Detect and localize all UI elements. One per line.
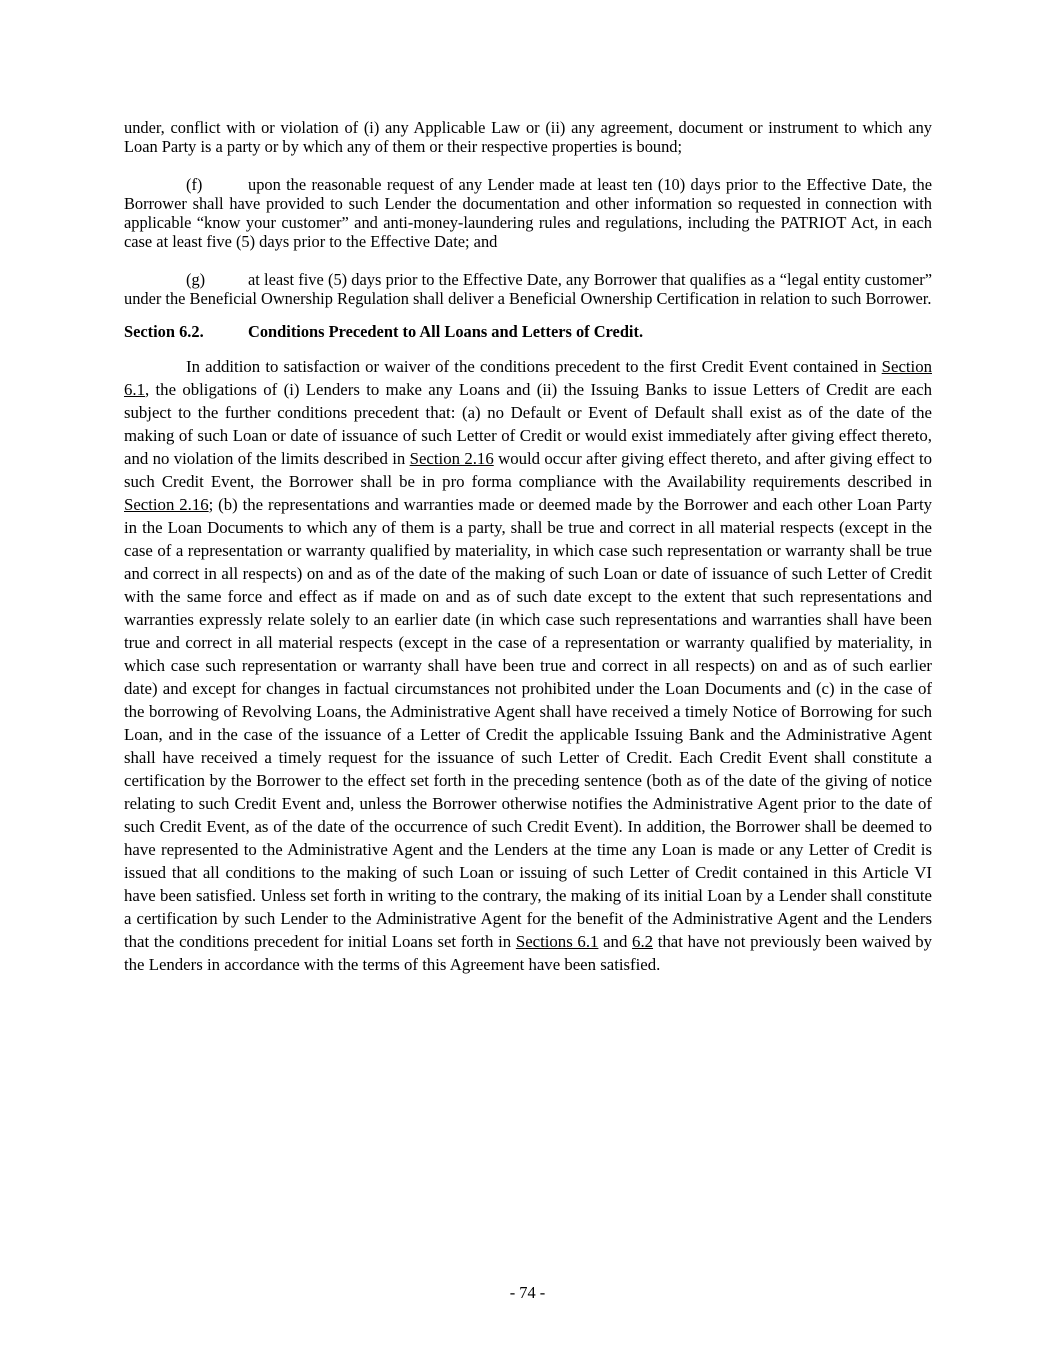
section-reference: Section 2.16 [409, 449, 494, 468]
document-page [124, 118, 932, 976]
paragraph-clause-f [124, 175, 932, 251]
clause-g-text: at least five (5) days prior to the Effective Date, any Borrower that qualifies as a “legal entity customer” under the Beneficial Ownership Regulation shall deliver a Beneficial Ownership Certification in relation to such Borrower. [124, 270, 932, 308]
clause-g-label: (g) [186, 270, 206, 289]
section-number: Section 6.2. [124, 322, 204, 341]
paragraph-clause-g [124, 270, 932, 308]
section-reference: 6.2 [632, 932, 654, 951]
section-title: Conditions Precedent to All Loans and Letters of Credit. [248, 322, 644, 341]
page-number: - 74 - [509, 1283, 546, 1302]
clause-f-label: (f) [186, 175, 203, 194]
paragraph-continuation: under, conflict with or violation of (i) any Applicable Law or (ii) any agreement, document or instrument to which any Loan Party is a party or by which any of them or their respective properties is bound; [124, 118, 932, 156]
body-text: that have not previously been waived by the Lenders in accordance with the terms of this Agreement have been satisfied. [124, 932, 932, 974]
section-reference: Sections 6.1 [515, 932, 599, 951]
section-heading [124, 322, 932, 342]
section-reference: Section 2.16 [124, 495, 209, 514]
body-text: and [598, 932, 633, 951]
body-text: would occur after giving effect thereto, and after giving effect to such Credit Event, the Borrower shall be in pro forma compliance with the Availability requirements described in [124, 449, 932, 491]
clause-f-text: upon the reasonable request of any Lender made at least ten (10) days prior to the Effective Date, the Borrower shall have provided to such Lender the documentation and other information so requested in connection with applicable “know your customer” and anti-money-laundering rules and regulations, including the PATRIOT Act, in each case at least five (5) days prior to the Effective Date; and [124, 175, 932, 251]
body-text: In addition to satisfaction or waiver of the conditions precedent to the first Credit Event contained in [186, 357, 882, 376]
section-body [124, 355, 932, 976]
body-text: ; (b) the representations and warranties made or deemed made by the Borrower and each other Loan Party in the Loan Documents to which any of them is a party, shall be true and correct in all material respects (except in the case of a representation or warranty qualified by materiality, in which case such representation or warranty shall be true and correct in all respects) on and as of the date of the making of such Loan or date of issuance of such Letter of Credit with the same force and effect as if made on and as of such date except to the extent that such representations and warranties expressly relate solely to an earlier date (in which case such representations and warranties shall have been true and correct in all material respects (except in the case of a representation or warranty qualified by materiality, in which case such representation or warranty shall have been true and correct in all respects) on and as of such earlier date) and except for changes in factual circumstances not prohibited under the Loan Documents and (c) in the case of the borrowing of Revolving Loans, the Administrative Agent shall have received a timely Notice of Borrowing for such Loan, and in the case of the issuance of a Letter of Credit the applicable Issuing Bank and the Administrative Agent shall have received a timely request for the issuance of such Letter of Credit. Each Credit Event shall constitute a certification by the Borrower to the effect set forth in the preceding sentence (both as of the date of the giving of notice relating to such Credit Event and, unless the Borrower otherwise notifies the Administrative Agent prior to the date of such Credit Event, as of the date of the occurrence of such Credit Event). In addition, the Borrower shall be deemed to have represented to the Administrative Agent and the Lenders at the time any Loan is made or any Letter of Credit is issued that all conditions to the making of such Loan or issuing of such Letter of Credit contained in this Article VI have been satisfied. Unless set forth in writing to the contrary, the making of its initial Loan by a Lender shall constitute a certification by such Lender to the Administrative Agent for the benefit of the Administrative Agent and the Lenders that the conditions precedent for initial Loans set forth in [124, 495, 932, 951]
section-reference: Section 6.1 [124, 357, 932, 399]
body-text: , the obligations of (i) Lenders to make any Loans and (ii) the Issuing Banks to issue Letters of Credit are each subject to the further conditions precedent that: (a) no Default or Event of Default shall exist as of the date of the making of such Loan or date of issuance of such Letter of Credit or would exist immediately after giving effect thereto, and no violation of the limits described in [124, 380, 932, 468]
